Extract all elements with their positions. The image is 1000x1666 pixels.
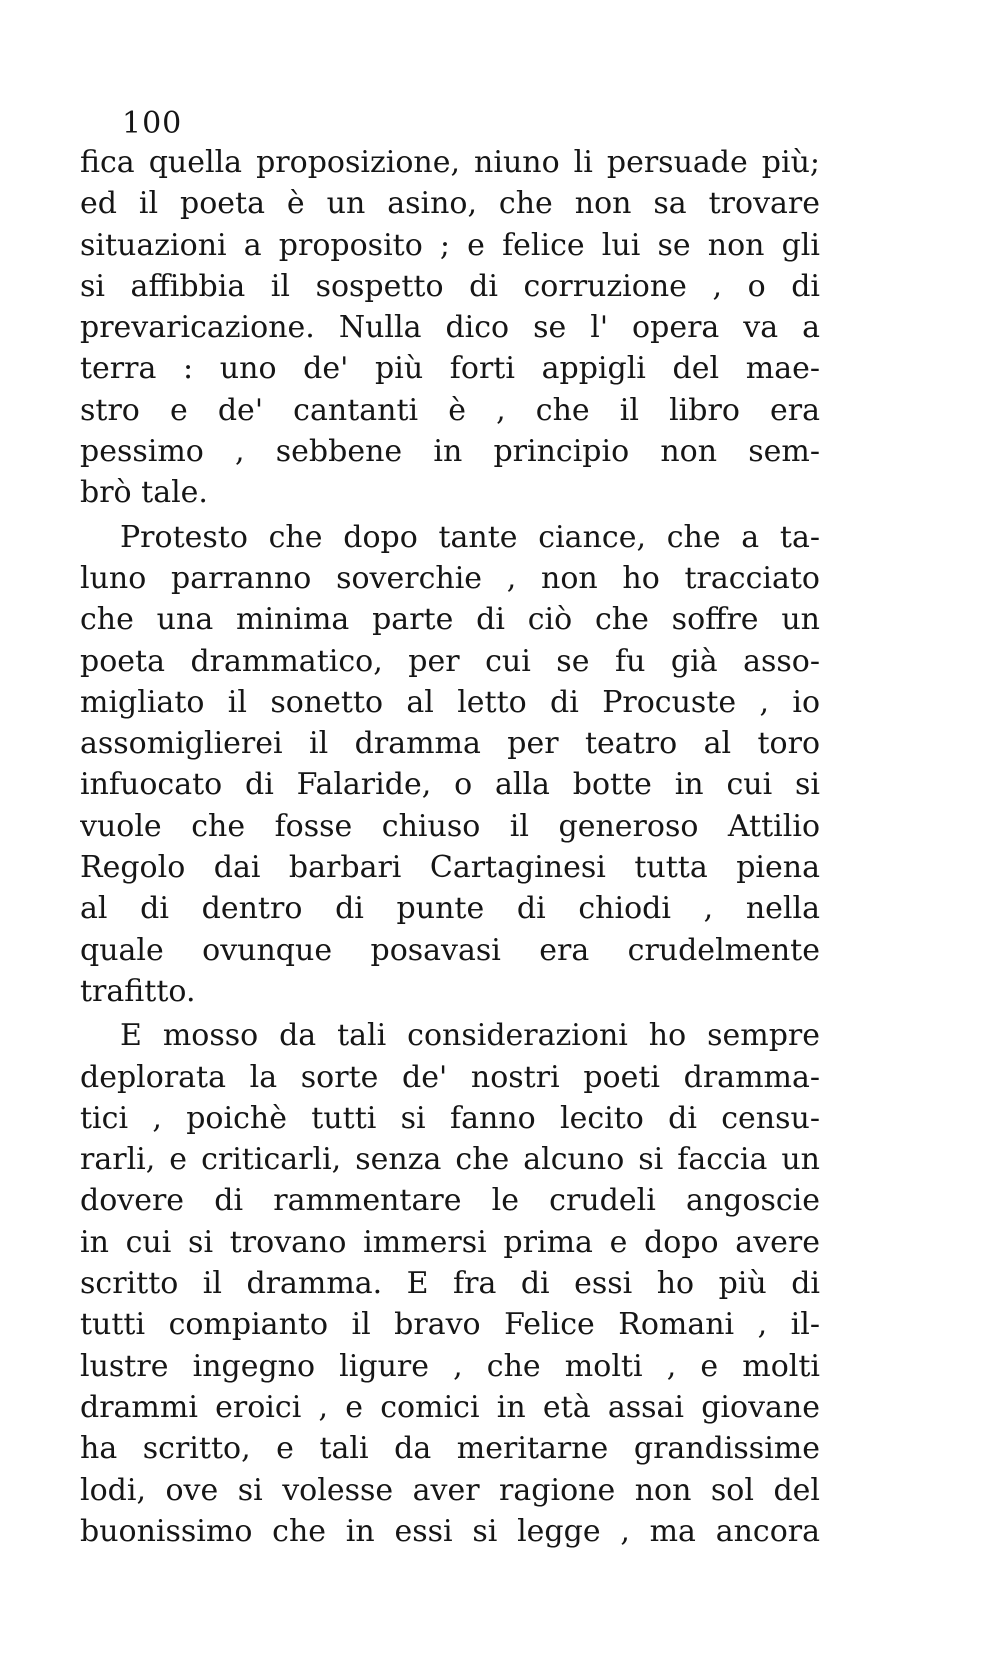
text-line: ed il poeta è un asino, che non sa trovare [80,186,820,222]
text-line: Protesto che dopo tante ciance, che a ta- [120,519,820,555]
text-line: situazioni a proposito ; e felice lui se non gli [80,227,820,263]
paragraph-2 [80,517,820,1013]
text-line: quale ovunque posavasi era crudelmente [80,932,820,968]
text-line: trafitto. [80,973,196,1009]
text-line: drammi eroici , e comici in età assai giovane [80,1389,820,1425]
text-line: prevaricazione. Nulla dico se l' opera va a [80,310,820,346]
text-line: E mosso da tali considerazioni ho sempre [120,1018,820,1054]
text-line: terra : uno de' più forti appigli del mae- [80,351,820,387]
paragraph-3 [80,1015,820,1552]
text-line: si affibbia il sospetto di corruzione , o di [80,268,820,304]
text-line: vuole che fosse chiuso il generoso Attilio [80,808,820,844]
text-line: pessimo , sebbene in principio non sem- [80,434,820,470]
text-line: fica quella proposizione, niuno li persuade più; [80,145,820,180]
page-number: 100 [122,106,183,141]
text-line: tutti compianto il bravo Felice Romani , il- [80,1307,820,1343]
text-line: buonissimo che in essi si legge , ma ancora [80,1513,820,1549]
text-line: poeta drammatico, per cui se fu già asso- [80,643,820,679]
text-line: in cui si trovano immersi prima e dopo avere [80,1224,820,1260]
paragraph-1 [80,142,820,514]
text-line: Regolo dai barbari Cartaginesi tutta piena [80,850,820,886]
text-line: dovere di rammentare le crudeli angoscie [80,1183,820,1219]
text-line: deplorata la sorte de' nostri poeti dramma- [80,1059,820,1095]
text-line: infuocato di Falaride, o alla botte in cui si [80,767,820,803]
text-line: al di dentro di punte di chiodi , nella [80,891,820,927]
text-line: ha scritto, e tali da meritarne grandissime [80,1431,820,1467]
text-line: lustre ingegno ligure , che molti , e molti [80,1348,820,1384]
text-line: che una minima parte di ciò che soffre un [80,602,820,638]
text-line: rarli, e criticarli, senza che alcuno si faccia un [80,1142,820,1178]
body-text [80,142,820,1552]
text-line: tici , poichè tutti si fanno lecito di censu- [80,1100,820,1136]
text-line: assomiglierei il dramma per teatro al toro [80,726,820,762]
text-line: scritto il dramma. E fra di essi ho più di [80,1266,820,1302]
text-line: lodi, ove si volesse aver ragione non sol del [80,1472,820,1508]
text-line: brò tale. [80,475,208,511]
text-line: stro e de' cantanti è , che il libro era [80,392,820,428]
text-line: migliato il sonetto al letto di Procuste , io [80,684,820,720]
text-line: luno parranno soverchie , non ho tracciato [80,560,820,596]
